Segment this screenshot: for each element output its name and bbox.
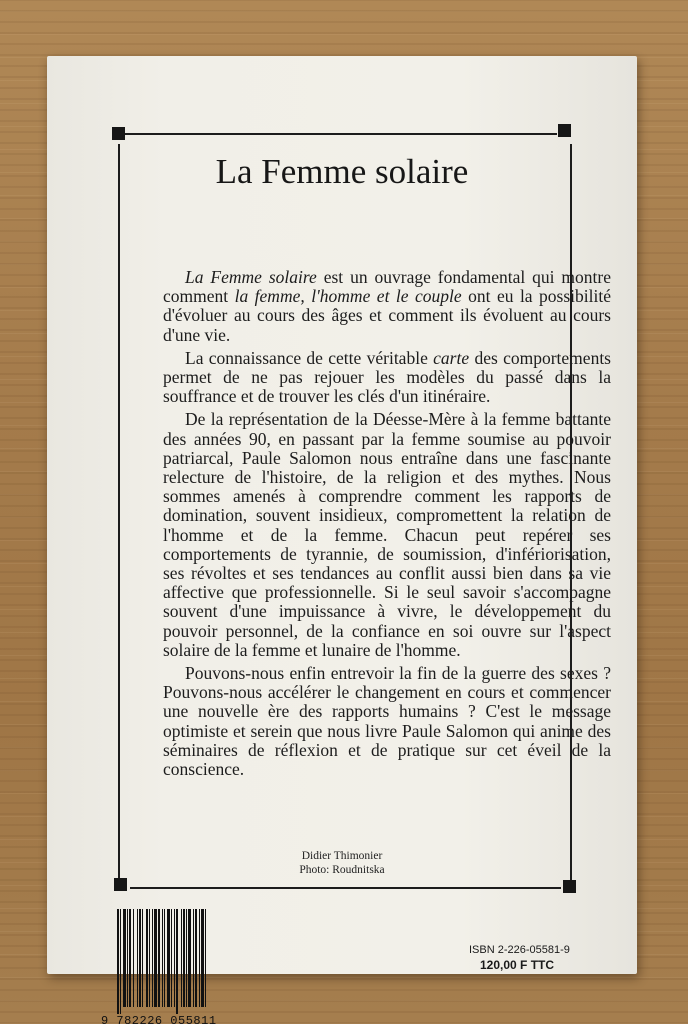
blurb-paragraph xyxy=(163,664,611,779)
blurb-paragraph xyxy=(163,410,611,660)
photo-credit: Photo: Roudnitska xyxy=(299,864,385,876)
barcode-bar xyxy=(133,909,134,1007)
barcode-bar xyxy=(154,909,157,1007)
barcode-bar xyxy=(171,909,172,1007)
barcode-bar xyxy=(149,909,150,1007)
frame-top-line xyxy=(125,133,557,135)
isbn-label: ISBN 2-226-05581-9 xyxy=(469,944,570,956)
barcode-bar xyxy=(117,909,119,1014)
barcode-bar xyxy=(183,909,185,1007)
barcode-bar xyxy=(152,909,153,1007)
frame-bottom-line xyxy=(130,887,561,889)
barcode-bar xyxy=(139,909,141,1007)
barcode-bar xyxy=(162,909,163,1007)
barcode-bar xyxy=(188,909,191,1007)
book-title: La Femme solaire xyxy=(215,152,469,191)
body-text: Pouvons-nous enfin entrevoir la fin de la guerre des sexes ? Pouvons-nous accélérer le changement en cours et commencer une nouvelle ère des rapports humains ? C'est le message optimiste et serein que nous livre Paule Salomon qui anime des séminaires de réflexion et de pratique sur cet éveil de la conscience. xyxy=(163,663,611,780)
barcode-bar xyxy=(199,909,200,1007)
barcode xyxy=(115,909,241,1014)
barcode-bar xyxy=(142,909,143,1007)
barcode-bar xyxy=(193,909,194,1007)
corner-square-bottom-left xyxy=(114,878,127,891)
book-back-cover xyxy=(47,56,637,1024)
barcode-bar xyxy=(164,909,165,1007)
italic-text: carte xyxy=(433,347,470,368)
blurb-text xyxy=(163,268,611,783)
blurb-paragraph xyxy=(163,349,611,407)
blurb-paragraph xyxy=(163,268,611,345)
barcode-bar xyxy=(123,909,126,1007)
corner-square-bottom-right xyxy=(563,880,576,893)
corner-square-top-right xyxy=(558,124,571,137)
barcode-bar xyxy=(186,909,187,1007)
italic-text: La Femme solaire xyxy=(185,267,317,287)
price-label: 120,00 F TTC xyxy=(480,958,555,972)
barcode-bar xyxy=(174,909,175,1007)
barcode-number: 9 782226 055811 xyxy=(101,1014,217,1024)
barcode-bar xyxy=(129,909,131,1007)
body-text: La connaissance de cette véritable xyxy=(185,347,434,368)
body-text: des comportements permet de ne pas rejouer les modèles du passé dans la souffrance et de trouver les clés d'un itinéraire. xyxy=(163,347,611,407)
barcode-bar xyxy=(127,909,128,1007)
barcode-bar xyxy=(167,909,170,1007)
designer-credit: Didier Thimonier xyxy=(301,850,383,862)
barcode-bar xyxy=(146,909,148,1007)
corner-square-top-left xyxy=(112,127,125,140)
barcode-bar xyxy=(195,909,197,1007)
barcode-bar xyxy=(201,909,204,1007)
body-text: ont eu la possibilité d'évoluer au cours des âges et comment ils évoluent au cours d'une vie. xyxy=(163,286,611,345)
italic-text: la femme, l'homme et le couple xyxy=(234,286,462,307)
frame-left-line xyxy=(118,144,120,880)
body-text: De la représentation de la Déesse-Mère à la femme battante des années 90, en passant par la femme soumise au pouvoir patriarcal, Paule Salomon nous entraîne dans une fascinante relecture de l'histoire, de la religion et des mythes. Nous sommes amenés à comprendre comment les rapports de domination, souvent insidieux, compromettent la relation de l'homme et de la femme. Chacun peut repérer ses comportements de tyrannie, de soumission, d'infériorisation, ses révoltes et ses tendances au conflit aussi bien dans sa vie affective que professionnelle. Si le seul savoir s'accompagne souvent d'une impuissance à vivre, le développement du pouvoir personnel, de la confiance en soi ouvre sur l'aspect solaire de la femme et lunaire de l'homme. xyxy=(163,409,611,660)
barcode-bar xyxy=(137,909,138,1007)
barcode-bar xyxy=(158,909,160,1007)
body-text: est un ouvrage fondamental qui montre comment xyxy=(163,267,612,307)
barcode-bar xyxy=(176,909,178,1014)
barcode-bar xyxy=(181,909,182,1007)
credits xyxy=(47,849,637,877)
barcode-bar xyxy=(120,909,121,1014)
barcode-bar xyxy=(205,909,206,1007)
